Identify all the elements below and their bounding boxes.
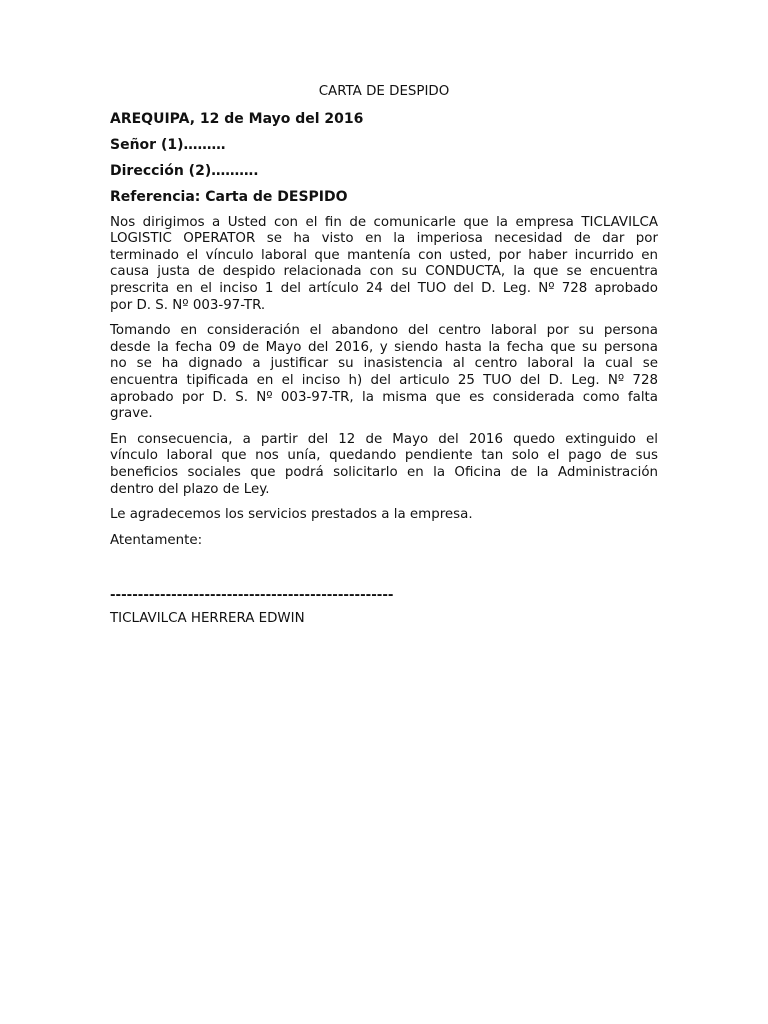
letter-title: CARTA DE DESPIDO — [318, 84, 450, 99]
paragraph-1-line: por D. S. Nº 003-97-TR. — [110, 297, 266, 313]
reference: Referencia: Carta de DESPIDO — [110, 188, 348, 205]
paragraph-1-line: LOGISTIC OPERATOR se ha visto en la imperiosa necesidad de dar por — [110, 231, 658, 247]
paragraph-2-line: grave. — [110, 406, 153, 422]
paragraph-1-line: Nos dirigimos a Usted con el fin de comunicarle que la empresa TICLAVILCA — [110, 214, 658, 230]
paragraph-3-line: beneficios sociales que podrá solicitarlo en la Oficina de la Administración — [110, 464, 658, 480]
paragraph-2-line: no se ha dignado a justificar su inasistencia al centro laboral la cual se — [110, 356, 658, 372]
paragraph-3-line: vínculo laboral que nos unía, quedando pendiente tan solo el pago de sus — [110, 448, 658, 464]
thanks-line: Le agradecemos los servicios prestados a la empresa. — [110, 507, 473, 523]
paragraph-2-line: Tomando en consideración el abandono del centro laboral por su persona — [110, 323, 658, 339]
recipient: Señor (1)……… — [110, 136, 226, 153]
paragraph-1-line: prescrita en el inciso 1 del artículo 24 del TUO del D. Leg. Nº 728 aprobado — [110, 280, 658, 296]
paragraph-2-line: desde la fecha 09 de Mayo del 2016, y siendo hasta la fecha que su persona — [110, 339, 658, 355]
paragraph-3-line: En consecuencia, a partir del 12 de Mayo del 2016 quedo extinguido el — [110, 431, 658, 447]
paragraph-3 — [110, 432, 658, 498]
closing: Atentamente: — [110, 532, 203, 548]
paragraph-1 — [110, 215, 658, 315]
signer-name: TICLAVILCA HERRERA EDWIN — [110, 610, 305, 626]
paragraph-2 — [110, 323, 658, 423]
paragraph-1-line: causa justa de despido relacionada con su CONDUCTA, la que se encuentra — [110, 264, 658, 280]
letter-body — [110, 84, 658, 627]
paragraph-1-line: terminado el vínculo laboral que mantenía con usted, por haber incurrido en — [110, 247, 658, 263]
place-date: AREQUIPA, 12 de Mayo del 2016 — [110, 110, 364, 127]
signature-line: --------------------------------------------------- — [110, 588, 394, 604]
paragraph-3-line: dentro del plazo de Ley. — [110, 481, 270, 497]
paragraph-2-line: encuentra tipificada en el inciso h) del articulo 25 TUO del D. Leg. Nº 728 — [110, 372, 658, 388]
address: Dirección (2)………. — [110, 162, 259, 179]
paragraph-2-line: aprobado por D. S. Nº 003-97-TR, la misma que es considerada como falta — [110, 389, 658, 405]
